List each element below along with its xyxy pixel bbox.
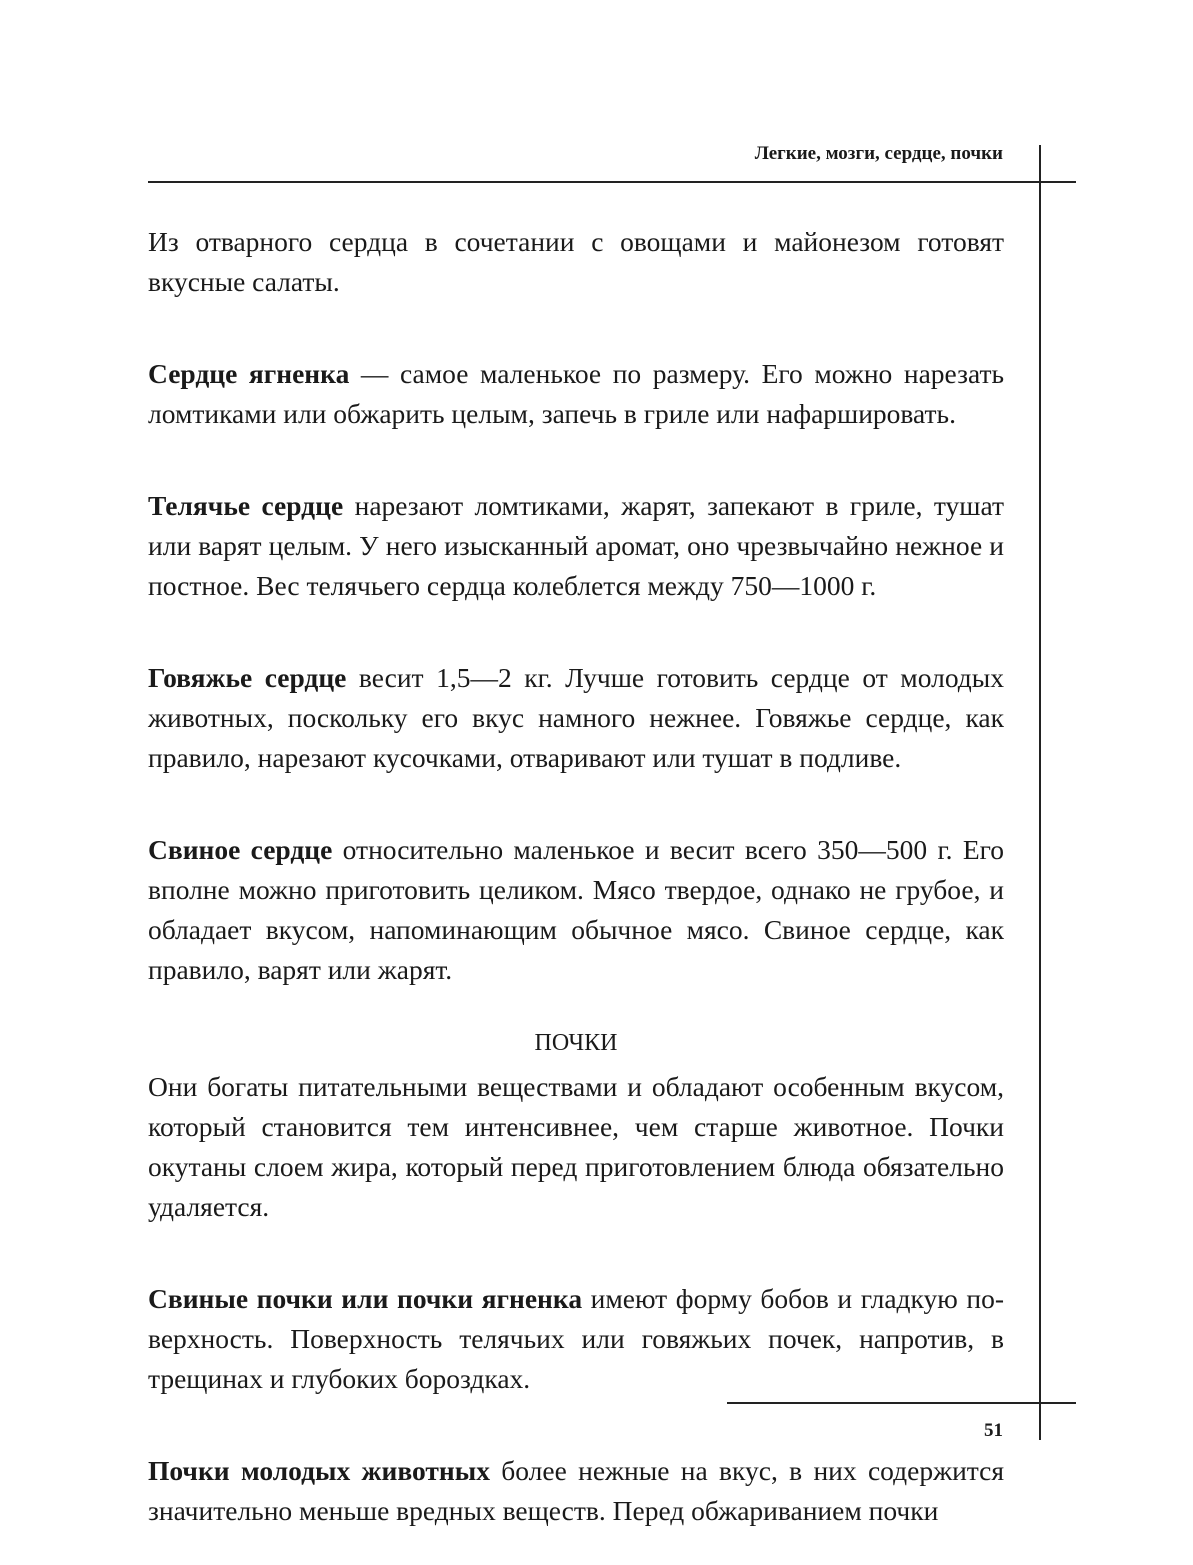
paragraph-kidneys-intro	[148, 1067, 1004, 1227]
paragraph-text: относительно маленькое и весит всего 350—500 г. Его вполне можно приготовить целиком. Мясо твердое, однако не грубое, и обладает вкусом, напоминающим обычное мясо. Свиное сердце, как правило, варят или жарят.	[148, 834, 1004, 985]
paragraph-text: Они богаты питательными веществами и обладают особенным вкусом, который становится тем интенсивнее, чем старше животное. Почки окутаны слоем жира, который перед приготовлением блюда обязательно удаляется.	[148, 1071, 1004, 1222]
term-veal-heart: Телячье сердце	[148, 490, 344, 521]
paragraph-text: нарезают ломтиками, жарят, запекают в гриле, тушат или варят целым. У него изысканный аромат, оно чрезвычайно нежное и постное. Вес телячьего сердца колеблется между 750—1000 г.	[148, 490, 1004, 601]
section-heading-kidneys: ПОЧКИ	[534, 1030, 618, 1056]
paragraph-veal-heart	[148, 486, 1004, 606]
paragraph-young-kidneys	[148, 1451, 1004, 1531]
term-young-kidneys: Почки молодых животных	[148, 1455, 490, 1486]
paragraph-beef-heart	[148, 658, 1004, 778]
running-head: Легкие, мозги, сердце, почки	[754, 143, 1003, 164]
page-number: 51	[984, 1420, 1003, 1441]
term-pork-heart: Свиное сердце	[148, 834, 333, 865]
term-pork-lamb-kidneys: Свиные почки или почки ягненка	[148, 1283, 583, 1314]
paragraph-text: весит 1,5—2 кг. Лучше готовить сердце от молодых животных, поскольку его вкус намного нежнее. Говяжье сердце, как правило, нарезают кусочками, отваривают или тушат в подливе.	[148, 662, 1004, 773]
paragraph-text: имеют форму бобов и гладкую поверхность. Поверхность телячьих или говяжьих почек, напротив, в трещинах и глубоких бороздках.	[148, 1283, 1004, 1394]
paragraph-text: — самое маленькое по размеру. Его можно нарезать ломтиками или обжарить целым, запечь в гриле или нафаршировать.	[148, 358, 1004, 429]
margin-rule	[1039, 145, 1041, 1440]
paragraph-pork-heart	[148, 830, 1004, 990]
paragraph-text: более нежные на вкус, в них содержится значительно меньше вредных веществ. Перед обжариванием почки	[148, 1455, 1005, 1526]
term-lamb-heart: Сердце ягненка	[148, 358, 350, 389]
body-text	[148, 222, 1004, 1531]
term-beef-heart: Говяжье сердце	[148, 662, 347, 693]
footer-rule	[727, 1402, 1076, 1404]
header-rule	[148, 181, 1076, 183]
paragraph-intro	[148, 222, 1004, 302]
paragraph-lamb-heart	[148, 354, 1004, 434]
paragraph-text: Из отварного сердца в сочетании с овощами и майонезом готовят вкусные салаты.	[148, 226, 1004, 297]
paragraph-pork-lamb-kidneys	[148, 1279, 1004, 1399]
